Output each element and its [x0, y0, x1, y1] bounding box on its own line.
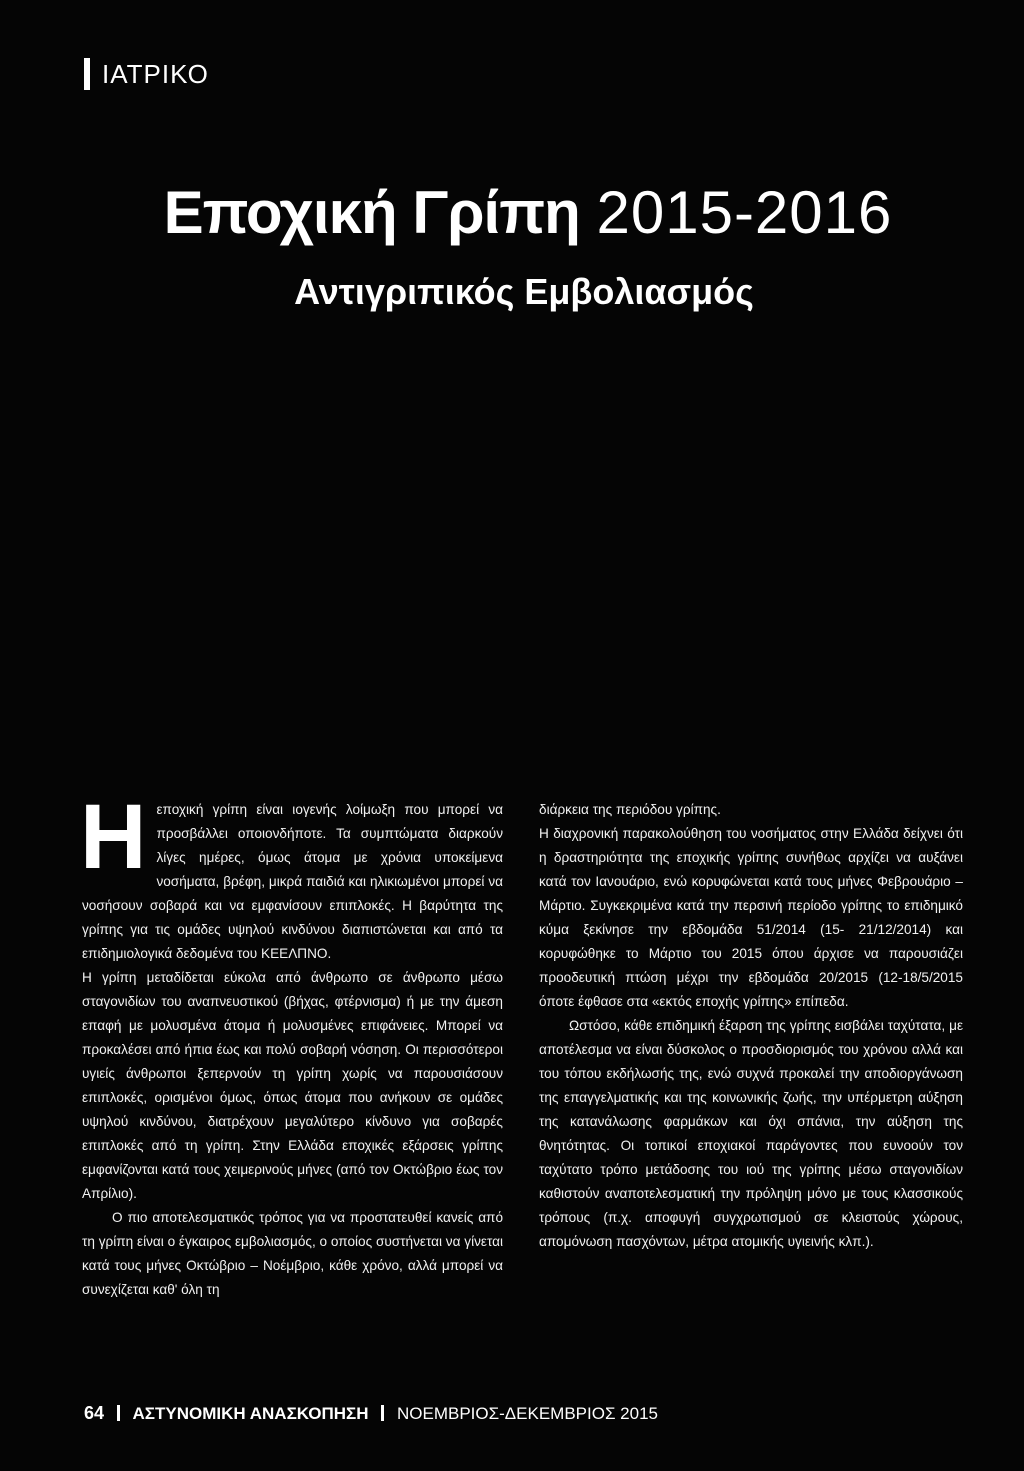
- article-title-year: 2015-2016: [596, 179, 893, 246]
- paragraph: Η γρίπη μεταδίδεται εύκολα από άνθρωπο σε άνθρωπο μέσω σταγονιδίων του αναπνευστικού (βήχας, φτέρνισμα) ή με την άμεση επαφή με μολυσμένα άτομα ή μολυσμένες επιφάνειες. Μπορεί να προκαλέσει από ήπια έως και πολύ σοβαρή νόσηση. Οι περισσότεροι υγιείς άνθρωποι ξεπερνούν τη γρίπη χωρίς να παρουσιάσουν επιπλοκές, ορισμένοι όμως, όπως άτομα που ανήκουν σε ομάδες υψηλού κινδύνου, διατρέχουν μεγαλύτερο κίνδυνο για σοβαρές επιπλοκές από τη γρίπη. Στην Ελλάδα εποχικές εξάρσεις γρίπης εμφανίζονται κατά τους χειμερινούς μήνες (από τον Οκτώβριο έως τον Απρίλιο).: [82, 970, 503, 1201]
- article-subtitle: Αντιγριπικός Εμβολιασμός: [294, 271, 754, 312]
- section-label: ΙΑΤΡΙΚΟ: [102, 58, 209, 89]
- magazine-name: ΑΣΤΥΝΟΜΙΚΗ ΑΝΑΣΚΟΠΗΣΗ: [132, 1404, 369, 1423]
- section-tag: [84, 58, 209, 90]
- article-title: [0, 178, 1024, 248]
- issue-date: ΝΟΕΜΒΡΙΟΣ-ΔΕΚΕΜΒΡΙΟΣ 2015: [397, 1404, 659, 1423]
- paragraph: διάρκεια της περιόδου γρίπης.: [539, 802, 721, 817]
- paragraph: Ο πιο αποτελεσματικός τρόπος για να προστατευθεί κανείς από τη γρίπη είναι ο έγκαιρος εμβολιασμός, ο οποίος συστήνεται να γίνεται κατά τους μήνες Οκτώβριο – Νοέμβριο, κάθε χρόνο, αλλά μπορεί να συνεχίζεται καθ' όλη τη: [82, 1210, 503, 1297]
- body-column-right: [539, 798, 963, 1254]
- article-title-main: Εποχική Γρίπη: [163, 179, 580, 246]
- footer-separator: [117, 1405, 120, 1421]
- paragraph: εποχική γρίπη είναι ιογενής λοίμωξη που μπορεί να προσβάλλει οποιονδήποτε. Τα συμπτώματα διαρκούν λίγες ημέρες, όμως άτομα με χρόνια υποκείμενα νοσήματα, βρέφη, μικρά παιδιά και ηλικιωμένοι μπορεί να νοσήσουν σοβαρά και να εμφανίσουν επιπλοκές. Η βαρύτητα της γρίπης για τις ομάδες υψηλού κινδύνου διαπιστώνεται και από τα επιδημιολογικά δεδομένα του ΚΕΕΛΠΝΟ.: [82, 802, 503, 961]
- body-column-left: [80, 786, 503, 1302]
- paragraph: Η διαχρονική παρακολούθηση του νοσήματος στην Ελλάδα δείχνει ότι η δραστηριότητα της εποχικής γρίπης συνήθως αρχίζει να αυξάνει κατά τον Ιανουάριο, ενώ κορυφώνεται κατά τους μήνες Φεβρουάριο – Μάρτιο. Συγκεκριμένα κατά την περσινή περίοδο γρίπης το επιδημικό κύμα ξεκίνησε την εβδομάδα 51/2014 (15- 21/12/2014) και κορυφώθηκε το Μάρτιο του 2015 όπου άρχισε να παρουσιάζει προοδευτική πτώση μέχρι την εβδομάδα 20/2015 (12-18/5/2015 όποτε έφθασε στα «εκτός εποχής γρίπης» επίπεδα.: [539, 826, 963, 1009]
- page-number: 64: [84, 1403, 105, 1423]
- section-bar: [84, 58, 90, 90]
- page-footer: [84, 1403, 658, 1424]
- footer-separator: [381, 1405, 384, 1421]
- drop-cap: Η: [80, 786, 147, 888]
- paragraph: Ωστόσο, κάθε επιδημική έξαρση της γρίπης εισβάλει ταχύτατα, με αποτέλεσμα να είναι δύσκολος ο προσδιορισμός του χρόνου αλλά και του τόπου εκδήλωσής της, ενώ συχνά προκαλεί την αποδιοργάνωση της επαγγελματικής και της κοινωνικής ζωής, την υπέρμετρη αύξηση της κατανάλωσης φαρμάκων και όχι σπάνια, την αύξηση της θνητότητας. Οι τοπικοί εποχιακοί παράγοντες που ευνοούν τον ταχύτατο τρόπο μετάδοσης του ιού της γρίπης μέσω σταγονιδίων καθιστούν αναποτελεσματική την πρόληψη μόνο με τους κλασσικούς τρόπους (π.χ. αποφυγή συγχρωτισμού σε κλειστούς χώρους, απομόνωση πασχόντων, μέτρα ατομικής υγιεινής κλπ.).: [539, 1018, 963, 1249]
